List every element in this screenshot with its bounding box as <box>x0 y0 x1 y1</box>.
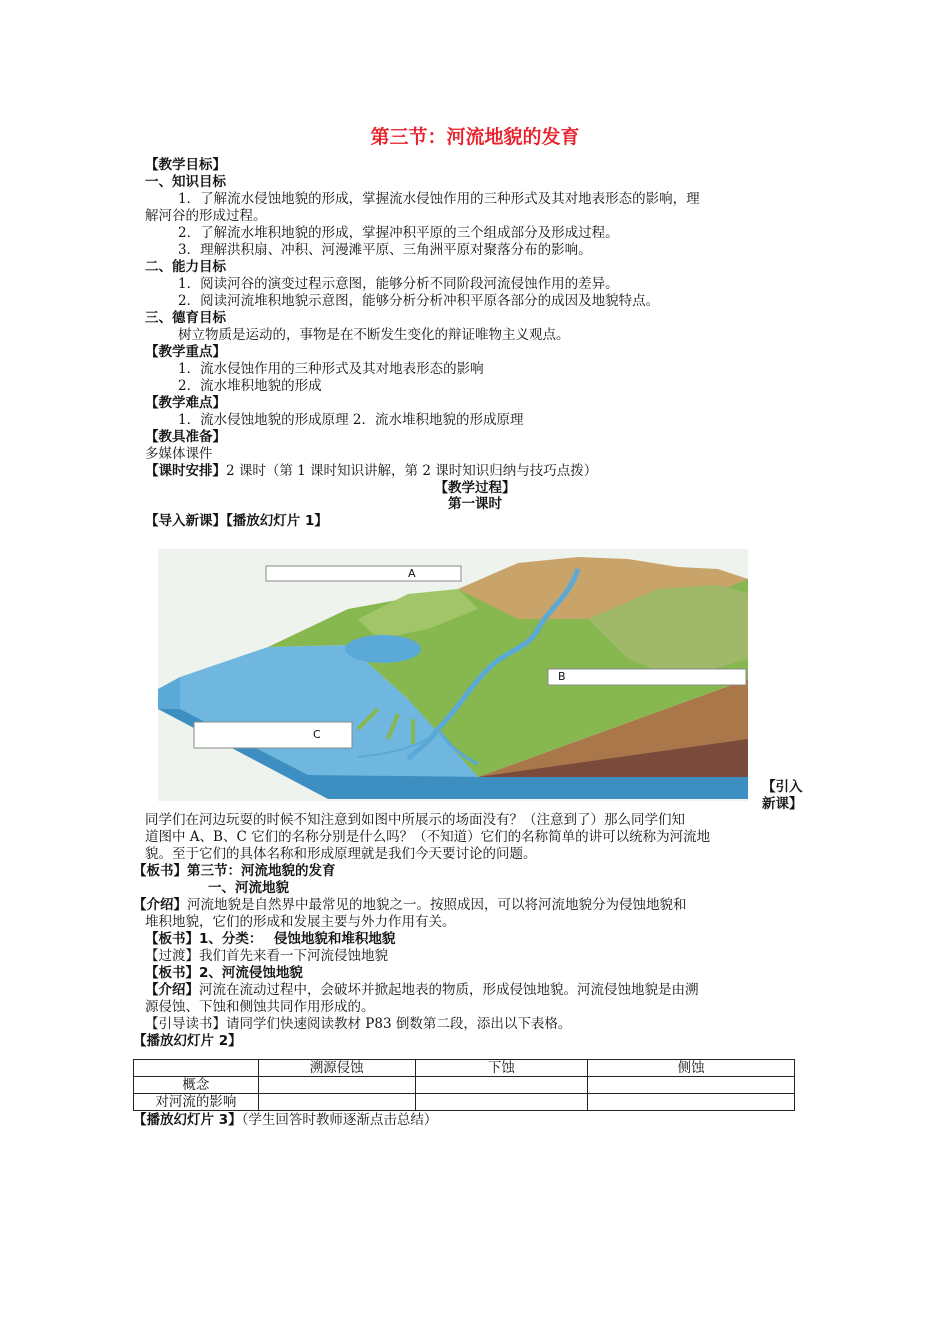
page-title: 第三节：河流地貌的发育 <box>370 126 580 148</box>
table-cell <box>415 1077 588 1094</box>
key-point-1: 1．流水侵蚀作用的三种形式及其对地表形态的影响 <box>178 361 484 377</box>
key-points-heading: 【教学重点】 <box>145 344 226 360</box>
slide-3-label: 【播放幻灯片 3】 <box>133 1112 242 1128</box>
intro-tag-line-2: 新课】 <box>762 796 803 812</box>
board-erosion: 【板书】2、河流侵蚀地貌 <box>145 965 303 981</box>
intro2-text-a: 河流地貌是自然界中最常见的地貌之一。按照成因，可以将河流地貌分为侵蚀地貌和 <box>187 897 687 913</box>
process-subheading: 第一课时 <box>448 496 502 512</box>
ability-item-2: 2．阅读河流堆积地貌示意图，能够分析分析冲积平原各部分的成因及地貌特点。 <box>178 293 660 309</box>
moral-text: 树立物质是运动的，事物是在不断发生变化的辩证唯物主义观点。 <box>178 327 570 343</box>
intro3-text-a: 河流在流动过程中，会破坏并掀起地表的物质，形成侵蚀地貌。河流侵蚀地貌是由溯 <box>199 982 699 998</box>
board-classification: 【板书】1、分类： 侵蚀地貌和堆积地貌 <box>145 931 396 947</box>
intro3-label: 【介绍】 <box>145 982 199 998</box>
intro-slide-line: 【导入新课】【播放幻灯片 1】 <box>145 513 328 529</box>
tools-heading: 【教具准备】 <box>145 429 226 445</box>
intro-paragraph-line-2: 道图中 A、B、C 它们的名称分别是什么吗？（不知道）它们的名称简单的讲可以统称为河流地 <box>145 829 711 845</box>
difficulties-heading: 【教学难点】 <box>145 395 226 411</box>
knowledge-item-2: 2．了解流水堆积地貌的形成，掌握冲积平原的三个组成部分及形成过程。 <box>178 225 619 241</box>
knowledge-heading: 一、知识目标 <box>145 174 226 190</box>
table-cell <box>258 1094 415 1111</box>
table-header-cell: 侧蚀 <box>588 1060 795 1077</box>
schedule-text: 2 课时（第 1 课时知识讲解，第 2 课时知识归纳与技巧点拨） <box>226 463 598 479</box>
erosion-table <box>133 1059 795 1111</box>
ability-heading: 二、能力目标 <box>145 259 226 275</box>
intro2-line-1 <box>133 897 687 914</box>
slide-3-note: （学生回答时教师逐渐点击总结） <box>241 1112 438 1128</box>
schedule-line <box>145 463 597 480</box>
key-point-2: 2．流水堆积地貌的形成 <box>178 378 322 394</box>
schedule-label: 【课时安排】 <box>145 463 226 479</box>
transition-line: 【过渡】我们首先来看一下河流侵蚀地貌 <box>145 948 388 964</box>
table-cell <box>415 1094 588 1111</box>
river-landform-illustration <box>158 549 748 801</box>
knowledge-item-1b: 解河谷的形成过程。 <box>145 208 267 224</box>
table-cell <box>258 1077 415 1094</box>
table-cell: 概念 <box>134 1077 259 1094</box>
goals-heading: 【教学目标】 <box>145 157 226 173</box>
slide-2-line: 【播放幻灯片 2】 <box>133 1033 242 1049</box>
difficulty-1: 1．流水侵蚀地貌的形成原理 2．流水堆积地貌的形成原理 <box>178 412 524 428</box>
tools-text: 多媒体课件 <box>145 446 213 462</box>
table-header-cell: 下蚀 <box>415 1060 588 1077</box>
table-header-cell <box>134 1060 259 1077</box>
table-cell <box>588 1094 795 1111</box>
table-cell <box>588 1077 795 1094</box>
knowledge-item-1a: 1．了解流水侵蚀地貌的形成，掌握流水侵蚀作用的三种形式及其对地表形态的影响，理 <box>178 191 700 207</box>
board-title-line: 【板书】第三节：河流地貌的发育 <box>133 863 336 879</box>
process-heading: 【教学过程】 <box>434 480 516 496</box>
intro-paragraph-line-3: 貌。至于它们的具体名称和形成原理就是我们今天要讨论的问题。 <box>145 846 537 862</box>
figure-label-c: C <box>313 728 321 741</box>
intro-tag-line-1: 【引入 <box>762 779 803 795</box>
figure-label-a: A <box>408 567 416 580</box>
slide-3-line <box>133 1112 437 1129</box>
moral-heading: 三、德育目标 <box>145 310 226 326</box>
river-landform-figure <box>158 549 748 801</box>
intro2-line-2: 堆积地貌，它们的形成和发展主要与外力作用有关。 <box>145 914 456 930</box>
figure-label-b: B <box>558 670 566 683</box>
intro3-line-1 <box>145 982 699 999</box>
guide-reading-line: 【引导读书】请同学们快速阅读教材 P83 倒数第二段，添出以下表格。 <box>145 1016 572 1032</box>
table-row <box>134 1077 795 1094</box>
table-header-cell: 溯源侵蚀 <box>258 1060 415 1077</box>
intro3-line-2: 源侵蚀、下蚀和侧蚀共同作用形成的。 <box>145 999 375 1015</box>
intro2-label: 【介绍】 <box>133 897 187 913</box>
ability-item-1: 1．阅读河谷的演变过程示意图，能够分析不同阶段河流侵蚀作用的差异。 <box>178 276 619 292</box>
table-cell: 对河流的影响 <box>134 1094 259 1111</box>
knowledge-item-3: 3．理解洪积扇、冲积、河漫滩平原、三角洲平原对聚落分布的影响。 <box>178 242 592 258</box>
board-section-1: 一、河流地貌 <box>208 880 289 896</box>
table-header-row <box>134 1060 795 1077</box>
table-row <box>134 1094 795 1111</box>
intro-paragraph-line-1: 同学们在河边玩耍的时候不知注意到如图中所展示的场面没有？（注意到了）那么同学们知 <box>145 812 685 828</box>
